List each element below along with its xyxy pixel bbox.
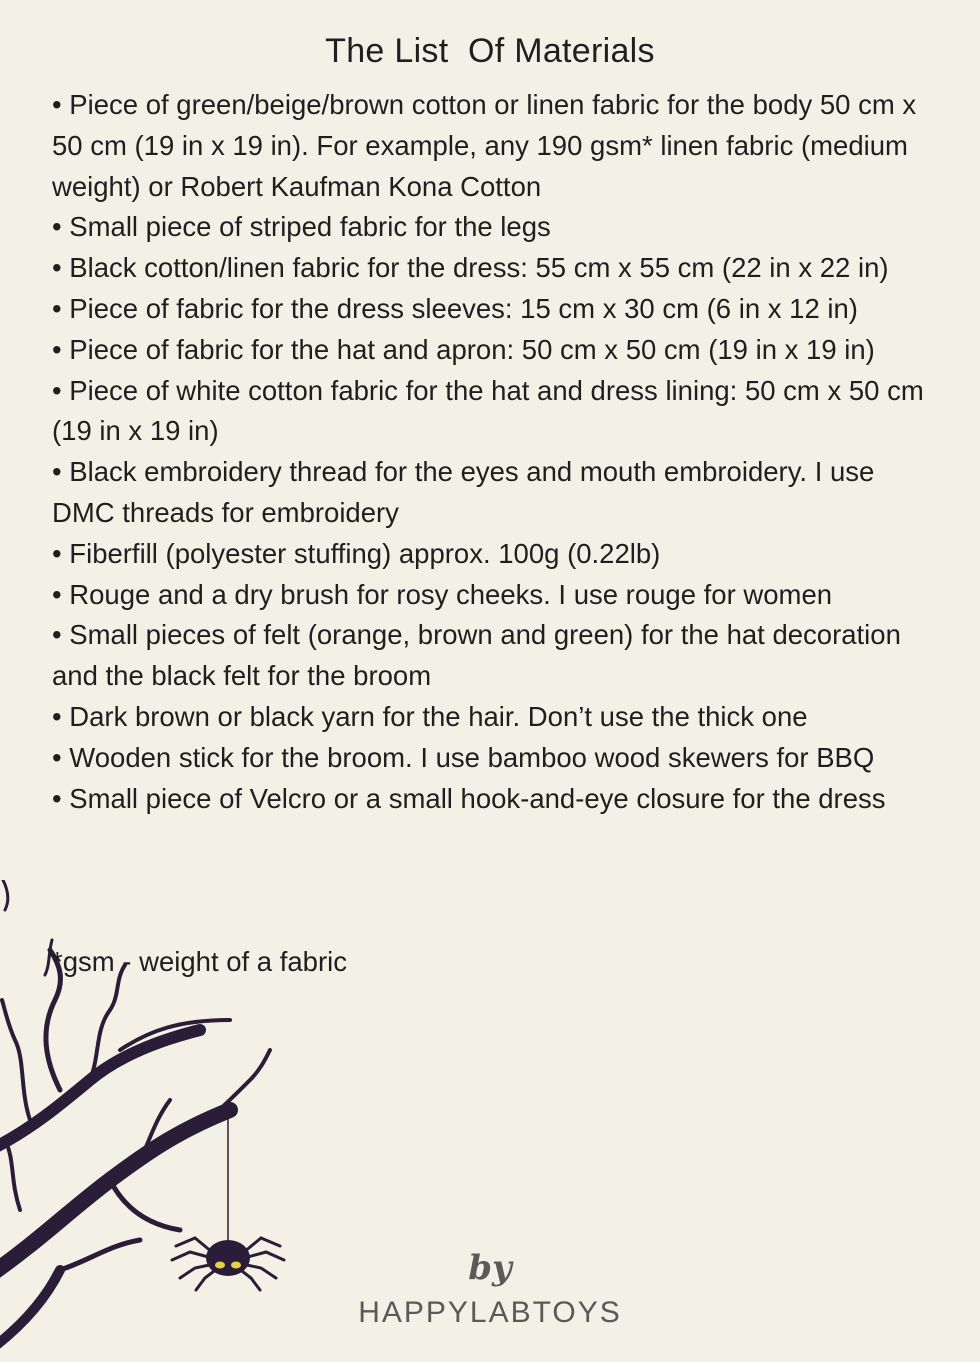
list-item: • Black embroidery thread for the eyes and mouth embroidery. I use DMC threads for embroidery (52, 452, 942, 534)
list-item: • Small piece of striped fabric for the legs (52, 207, 942, 248)
list-item: • Piece of white cotton fabric for the hat and dress lining: 50 cm x 50 cm (19 in x 19 in) (52, 371, 942, 453)
page-title: The List Of Materials (325, 32, 655, 70)
brand-logo: HAPPYLABTOYS (358, 1296, 622, 1329)
list-item: • Small piece of Velcro or a small hook-and-eye closure for the dress (52, 779, 942, 820)
list-item: • Wooden stick for the broom. I use bamboo wood skewers for BBQ (52, 738, 942, 779)
list-item: • Fiberfill (polyester stuffing) approx. 100g (0.22lb) (52, 534, 942, 575)
materials-list (52, 85, 942, 819)
list-item: • Rouge and a dry brush for rosy cheeks. I use rouge for women (52, 575, 942, 616)
list-item: • Dark brown or black yarn for the hair. Don’t use the thick one (52, 697, 942, 738)
footnote: *gsm - weight of a fabric (52, 946, 347, 977)
list-item: • Black cotton/linen fabric for the dress: 55 cm x 55 cm (22 in x 22 in) (52, 248, 942, 289)
list-item: • Piece of green/beige/brown cotton or linen fabric for the body 50 cm x 50 cm (19 in x 19 in). For example, any 190 gsm* linen fabric (medium weight) or Robert Kaufman Kona Cotton (52, 85, 942, 207)
list-item: • Piece of fabric for the hat and apron: 50 cm x 50 cm (19 in x 19 in) (52, 330, 942, 371)
list-item: • Piece of fabric for the dress sleeves: 15 cm x 30 cm (6 in x 12 in) (52, 289, 942, 330)
brand-by: by (468, 1248, 512, 1288)
list-item: • Small pieces of felt (orange, brown and green) for the hat decoration and the black felt for the broom (52, 615, 942, 697)
